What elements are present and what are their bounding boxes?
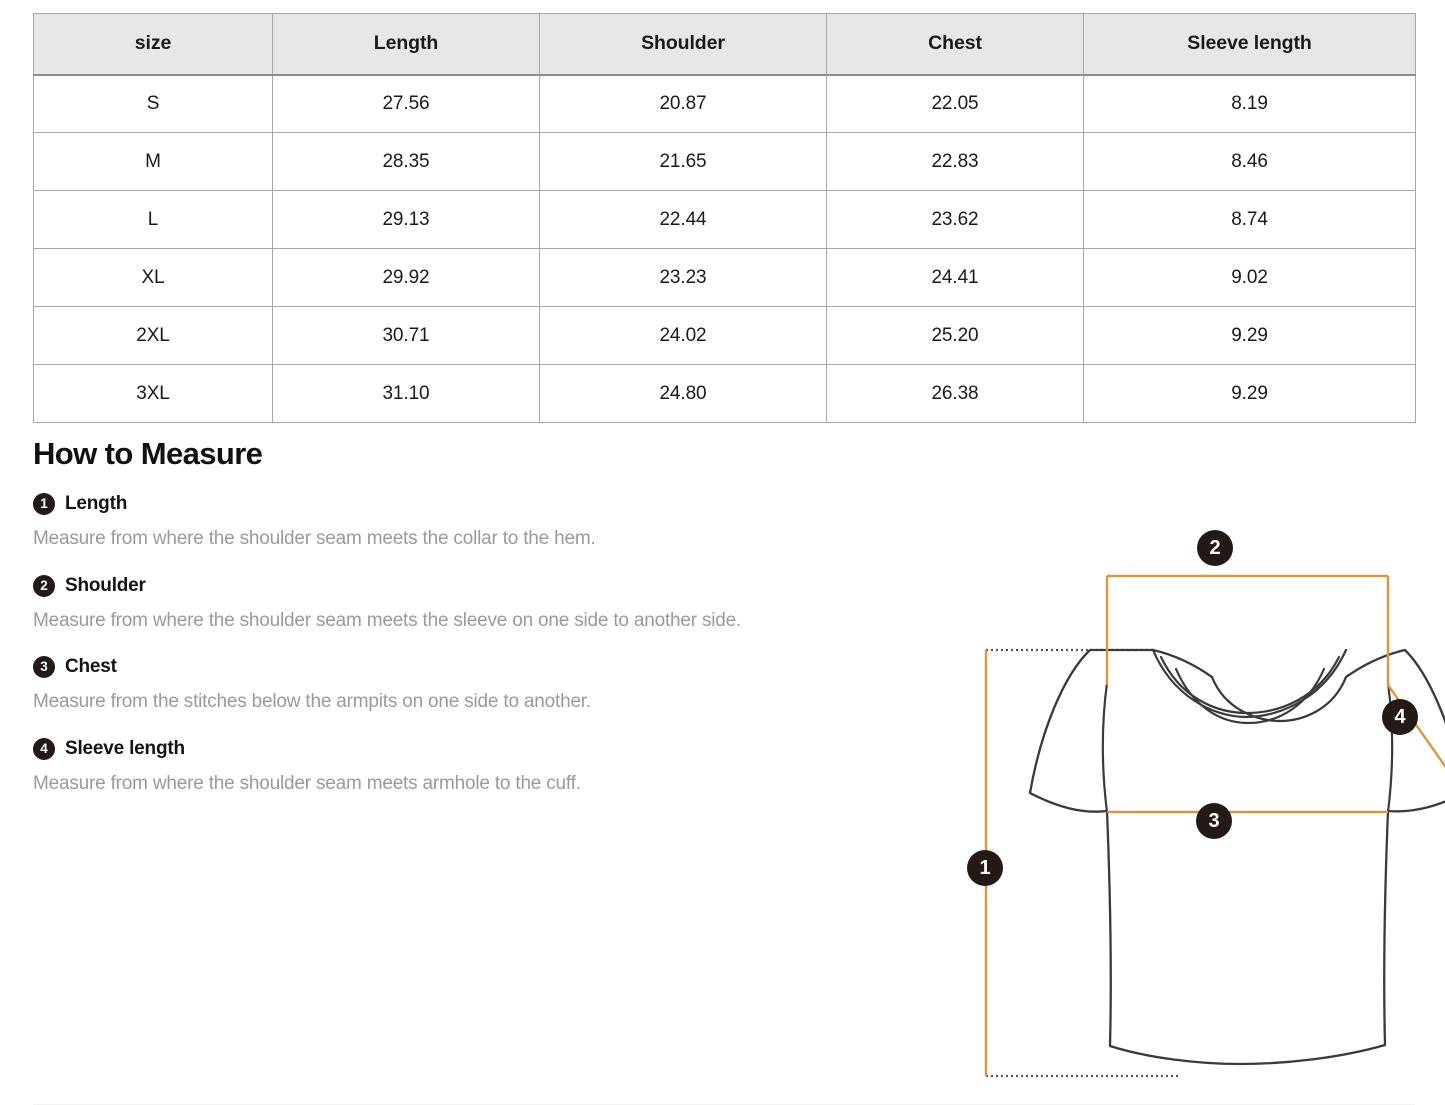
measure-label: Sleeve length: [65, 738, 185, 760]
table-row: [34, 133, 1416, 191]
cell-sleeve: 9.29: [1084, 365, 1416, 423]
marker-1-label: 1: [979, 857, 991, 879]
size-chart-table: [33, 13, 1416, 423]
marker-1: [967, 850, 1003, 886]
size-table-container: [33, 13, 1415, 423]
cell-size: M: [34, 133, 273, 191]
cell-chest: 22.83: [827, 133, 1084, 191]
measure-label: Shoulder: [65, 574, 146, 596]
cell-shoulder: 22.44: [540, 191, 827, 249]
cell-chest: 25.20: [827, 307, 1084, 365]
cell-sleeve: 8.19: [1084, 75, 1416, 133]
cell-sleeve: 9.29: [1084, 307, 1416, 365]
table-row: [34, 365, 1416, 423]
measure-description: Measure from where the shoulder seam meets armhole to the cuff.: [33, 773, 581, 795]
table-header-row: [34, 14, 1416, 75]
measure-label: Chest: [65, 656, 117, 678]
marker-3-label: 3: [1208, 810, 1220, 832]
measure-label: Length: [65, 493, 128, 515]
number-badge-3-icon: 3: [33, 656, 55, 678]
measure-heading: [33, 738, 933, 760]
cell-length: 31.10: [273, 365, 540, 423]
measure-heading: [33, 493, 933, 515]
table-row: [34, 307, 1416, 365]
cell-length: 27.56: [273, 75, 540, 133]
cell-length: 28.35: [273, 133, 540, 191]
page-title: How to Measure: [33, 436, 263, 471]
column-header-chest: Chest: [827, 14, 1084, 75]
cell-length: 29.13: [273, 191, 540, 249]
measure-description: Measure from the stitches below the armpits on one side to another.: [33, 691, 591, 713]
cell-shoulder: 24.80: [540, 365, 827, 423]
measure-description: Measure from where the shoulder seam meets the collar to the hem.: [33, 528, 596, 550]
cell-sleeve: 8.74: [1084, 191, 1416, 249]
number-badge-4-icon: 4: [33, 738, 55, 760]
cell-chest: 26.38: [827, 365, 1084, 423]
marker-3: [1196, 803, 1232, 839]
cell-length: 29.92: [273, 249, 540, 307]
cell-chest: 23.62: [827, 191, 1084, 249]
cell-chest: 22.05: [827, 75, 1084, 133]
number-badge-1-icon: 1: [33, 493, 55, 515]
cell-shoulder: 21.65: [540, 133, 827, 191]
column-header-length: Length: [273, 14, 540, 75]
how-to-measure-section: [33, 437, 933, 820]
table-row: [34, 75, 1416, 133]
table-row: [34, 249, 1416, 307]
column-header-shoulder: Shoulder: [540, 14, 827, 75]
cell-shoulder: 23.23: [540, 249, 827, 307]
measure-heading: [33, 575, 933, 597]
column-header-size: size: [34, 14, 273, 75]
cell-size: 2XL: [34, 307, 273, 365]
cell-size: L: [34, 191, 273, 249]
measure-description: Measure from where the shoulder seam meets the sleeve on one side to another side.: [33, 609, 742, 631]
tshirt-measurement-diagram: [940, 525, 1445, 1095]
measure-item-length: [33, 493, 933, 552]
marker-2-label: 2: [1209, 537, 1221, 559]
cell-size: 3XL: [34, 365, 273, 423]
cell-length: 30.71: [273, 307, 540, 365]
cell-chest: 24.41: [827, 249, 1084, 307]
cell-shoulder: 24.02: [540, 307, 827, 365]
measure-item-shoulder: [33, 575, 933, 634]
measure-heading: [33, 656, 933, 678]
cell-sleeve: 9.02: [1084, 249, 1416, 307]
measure-item-chest: [33, 656, 933, 715]
measure-item-sleeve-length: [33, 738, 933, 797]
cell-shoulder: 20.87: [540, 75, 827, 133]
marker-4: [1382, 699, 1418, 735]
cell-sleeve: 8.46: [1084, 133, 1416, 191]
cell-size: XL: [34, 249, 273, 307]
marker-4-label: 4: [1394, 706, 1406, 728]
cell-size: S: [34, 75, 273, 133]
table-row: [34, 191, 1416, 249]
column-header-sleeve: Sleeve length: [1084, 14, 1416, 75]
marker-2: [1197, 530, 1233, 566]
number-badge-2-icon: 2: [33, 575, 55, 597]
